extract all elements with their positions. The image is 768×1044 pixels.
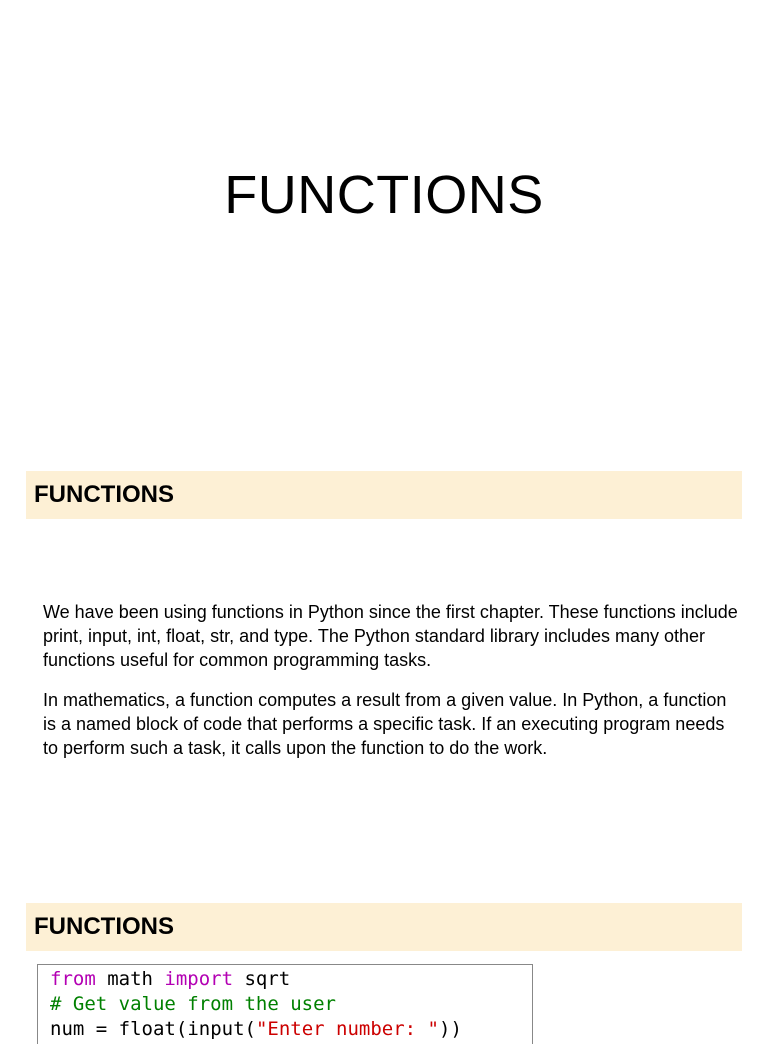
code-text: sqrt (233, 968, 291, 990)
code-text: ( (175, 1018, 188, 1040)
section-banner (26, 471, 742, 519)
code-line (50, 967, 532, 992)
paragraph: In mathematics, a function computes a result from a given value. In Python, a function is a named block of code that performs a specific task. If an executing program needs to perform such a task, it calls upon the function to do the work. (43, 690, 727, 758)
body-text (43, 600, 743, 776)
code-text: float (118, 1018, 176, 1040)
code-text: input (187, 1018, 245, 1040)
paragraph: We have been using functions in Python since the first chapter. These functions include print, input, int, float, str, and type. The Python standard library includes many other functions useful for common programming tasks. (43, 602, 738, 670)
section-banner-title: FUNCTIONS (34, 481, 174, 508)
code-text: ( (244, 1018, 256, 1040)
section-banner (26, 903, 742, 951)
code-keyword: from (50, 968, 96, 990)
code-text: num (50, 1018, 85, 1040)
code-line (50, 1017, 532, 1042)
code-block (37, 964, 533, 1044)
code-comment: # Get value from the user (50, 993, 336, 1015)
code-line (50, 992, 532, 1017)
code-keyword: import (164, 968, 234, 990)
code-string: "Enter number: " (255, 1018, 439, 1040)
title-slide-heading: FUNCTIONS (224, 165, 544, 225)
code-text: math (95, 968, 165, 990)
code-text: )) (439, 1018, 462, 1040)
section-banner-title: FUNCTIONS (34, 913, 174, 940)
code-text: = (84, 1018, 119, 1040)
